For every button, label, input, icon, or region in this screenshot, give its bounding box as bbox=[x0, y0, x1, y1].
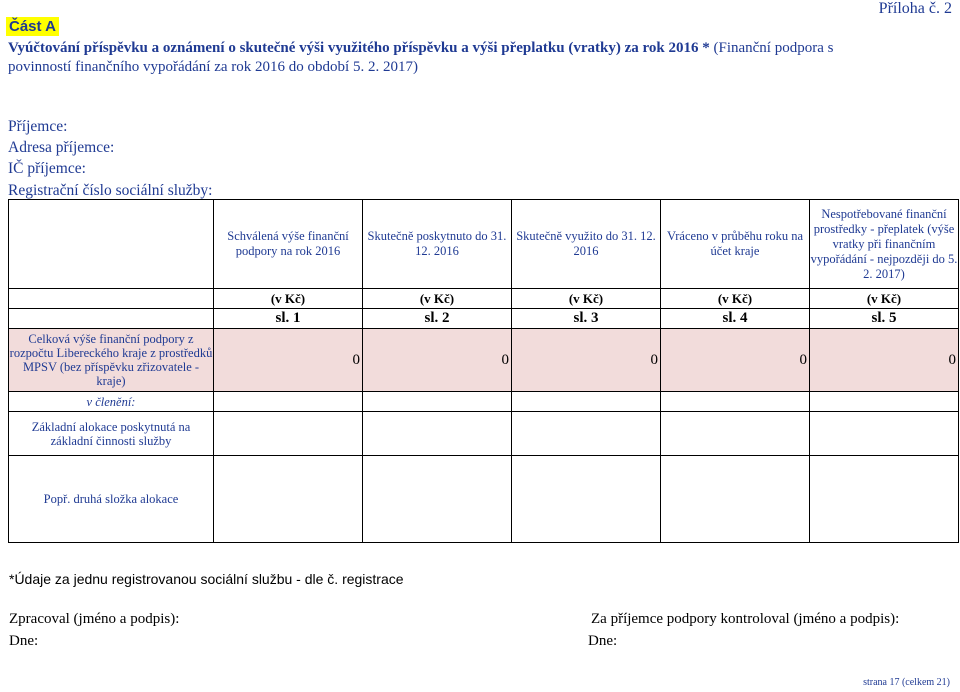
col-header-2: Skutečně poskytnuto do 31. 12. 2016 bbox=[363, 200, 512, 289]
total-row bbox=[9, 329, 959, 392]
breakdown-cell-5 bbox=[810, 392, 959, 412]
breakdown-cell-4 bbox=[661, 392, 810, 412]
part-label: Část A bbox=[6, 17, 59, 36]
document-title bbox=[8, 39, 888, 77]
corner-cell bbox=[9, 200, 214, 289]
total-value-4: 0 bbox=[661, 329, 810, 392]
page-number: strana 17 (celkem 21) bbox=[863, 677, 950, 688]
recipient-label: Příjemce: bbox=[8, 118, 68, 135]
col-header-4: Vráceno v průběhu roku na účet kraje bbox=[661, 200, 810, 289]
col-number-2: sl. 2 bbox=[363, 309, 512, 329]
basic-allocation-row bbox=[9, 412, 959, 456]
settlement-table bbox=[8, 199, 959, 543]
col-number-3: sl. 3 bbox=[512, 309, 661, 329]
col-header-3: Skutečně využito do 31. 12. 2016 bbox=[512, 200, 661, 289]
breakdown-cell-3 bbox=[512, 392, 661, 412]
unit-1: (v Kč) bbox=[214, 289, 363, 309]
registration-label: Registrační číslo sociální služby: bbox=[8, 182, 213, 199]
second-allocation-row bbox=[9, 456, 959, 543]
second-allocation-label: Popř. druhá složka alokace bbox=[9, 456, 214, 543]
attachment-number: Příloha č. 2 bbox=[878, 0, 952, 17]
basic-cell-2[interactable] bbox=[363, 412, 512, 456]
prepared-by-label: Zpracoval (jméno a podpis): bbox=[9, 611, 180, 627]
unit-row bbox=[9, 289, 959, 309]
basic-cell-1[interactable] bbox=[214, 412, 363, 456]
second-cell-3[interactable] bbox=[512, 456, 661, 543]
total-value-3: 0 bbox=[512, 329, 661, 392]
col-header-1: Schválená výše finanční podpory na rok 2016 bbox=[214, 200, 363, 289]
col-number-4: sl. 4 bbox=[661, 309, 810, 329]
unit-3: (v Kč) bbox=[512, 289, 661, 309]
total-value-1: 0 bbox=[214, 329, 363, 392]
breakdown-label: v členění: bbox=[9, 392, 214, 412]
basic-cell-5[interactable] bbox=[810, 412, 959, 456]
unit-5: (v Kč) bbox=[810, 289, 959, 309]
breakdown-cell-2 bbox=[363, 392, 512, 412]
column-number-row bbox=[9, 309, 959, 329]
address-label: Adresa příjemce: bbox=[8, 139, 115, 156]
title-rest: (Finanční podpora s povinností finančního vypořádání za rok 2016 do období 5. 2. 2017) bbox=[8, 40, 834, 75]
second-cell-2[interactable] bbox=[363, 456, 512, 543]
total-row-label: Celková výše finanční podpory z rozpočtu Libereckého kraje z prostředků MPSV (bez příspěvku zřizovatele - kraje) bbox=[9, 329, 214, 392]
basic-cell-3[interactable] bbox=[512, 412, 661, 456]
ic-label: IČ příjemce: bbox=[8, 160, 86, 177]
date-right-label: Dne: bbox=[588, 633, 618, 649]
breakdown-row bbox=[9, 392, 959, 412]
basic-cell-4[interactable] bbox=[661, 412, 810, 456]
second-cell-5[interactable] bbox=[810, 456, 959, 543]
header-row bbox=[9, 200, 959, 289]
date-left-label: Dne: bbox=[9, 633, 39, 649]
col-number-1: sl. 1 bbox=[214, 309, 363, 329]
unit-2: (v Kč) bbox=[363, 289, 512, 309]
title-bold: Vyúčtování příspěvku a oznámení o skutečné výši využitého příspěvku a výši přeplatku (vratky) za rok 2016 * bbox=[8, 40, 710, 56]
total-value-5: 0 bbox=[810, 329, 959, 392]
unit-4: (v Kč) bbox=[661, 289, 810, 309]
total-value-2: 0 bbox=[363, 329, 512, 392]
unit-corner bbox=[9, 289, 214, 309]
sl-corner bbox=[9, 309, 214, 329]
second-cell-1[interactable] bbox=[214, 456, 363, 543]
col-number-5: sl. 5 bbox=[810, 309, 959, 329]
controlled-by-label: Za příjemce podpory kontroloval (jméno a podpis): bbox=[591, 611, 900, 627]
footnote: *Údaje za jednu registrovanou sociální službu - dle č. registrace bbox=[9, 571, 404, 587]
second-cell-4[interactable] bbox=[661, 456, 810, 543]
col-header-5: Nespotřebované finanční prostředky - přeplatek (výše vratky při finančním vypořádání - nejpozději do 5. 2. 2017) bbox=[810, 200, 959, 289]
breakdown-cell-1 bbox=[214, 392, 363, 412]
basic-allocation-label: Základní alokace poskytnutá na základní činnosti služby bbox=[9, 412, 214, 456]
